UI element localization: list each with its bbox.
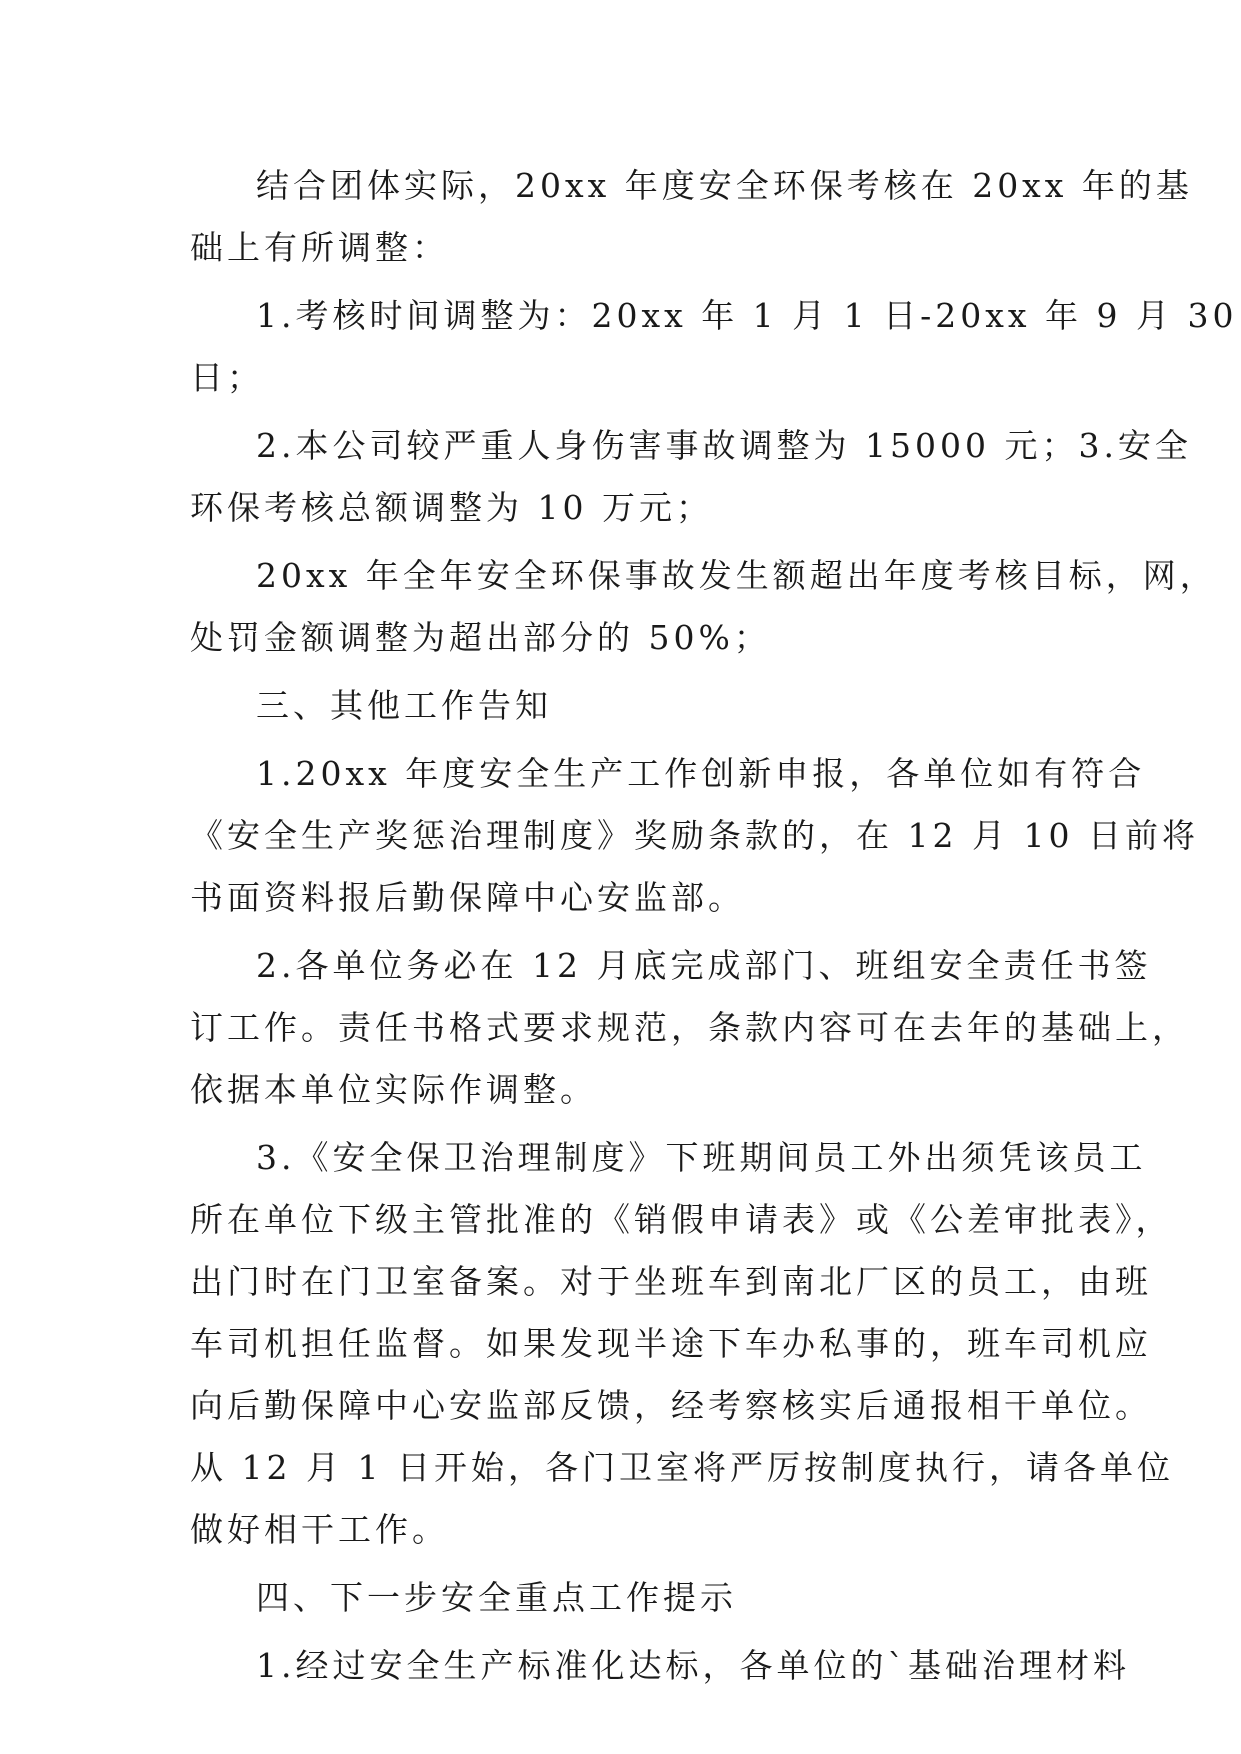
paragraph-line: 书面资料报后勤保障中心安监部。 [190,878,745,917]
section-heading: 三、其他工作告知 [256,686,552,725]
paragraph-line: 做好相干工作。 [190,1510,449,1549]
paragraph-line: 2.各单位务必在 12 月底完成部门、班组安全责任书签 [256,946,1152,985]
paragraph-line: 从 12 月 1 日开始，各门卫室将严厉按制度执行，请各单位 [190,1448,1174,1487]
paragraph-line: 20xx 年全年安全环保事故发生额超出年度考核目标，网， [256,556,1217,595]
paragraph-line: 环保考核总额调整为 10 万元； [190,488,713,527]
paragraph-line: 订工作。责任书格式要求规范，条款内容可在去年的基础上， [190,1008,1189,1047]
paragraph-line: 所在单位下级主管批准的《销假申请表》或《公差审批表》， [190,1200,1173,1239]
paragraph-line: 1.考核时间调整为：20xx 年 1 月 1 日-20xx 年 9 月 30 [256,296,1238,335]
paragraph-line: 结合团体实际，20xx 年度安全环保考核在 20xx 年的基 [256,166,1193,205]
paragraph-line: 《安全生产奖惩治理制度》奖励条款的，在 12 月 10 日前将 [190,816,1199,855]
paragraph-line: 1.经过安全生产标准化达标，各单位的`基础治理材料 [256,1646,1130,1685]
paragraph-line: 出门时在门卫室备案。对于坐班车到南北厂区的员工，由班 [190,1262,1152,1301]
section-heading: 四、下一步安全重点工作提示 [256,1578,737,1617]
paragraph-line: 车司机担任监督。如果发现半途下车办私事的，班车司机应 [190,1324,1152,1363]
paragraph-line: 2.本公司较严重人身伤害事故调整为 15000 元；3.安全 [256,426,1192,465]
document-body [190,155,1238,1697]
paragraph-line: 处罚金额调整为超出部分的 50%； [190,618,771,657]
paragraph-line: 向后勤保障中心安监部反馈，经考察核实后通报相干单位。 [190,1386,1152,1425]
paragraph-line: 日； [190,358,264,397]
paragraph-line: 1.20xx 年度安全生产工作创新申报，各单位如有符合 [256,754,1146,793]
paragraph-line: 础上有所调整： [190,228,449,267]
paragraph-line: 3.《安全保卫治理制度》下班期间员工外出须凭该员工 [256,1138,1147,1177]
paragraph-line: 依据本单位实际作调整。 [190,1070,597,1109]
